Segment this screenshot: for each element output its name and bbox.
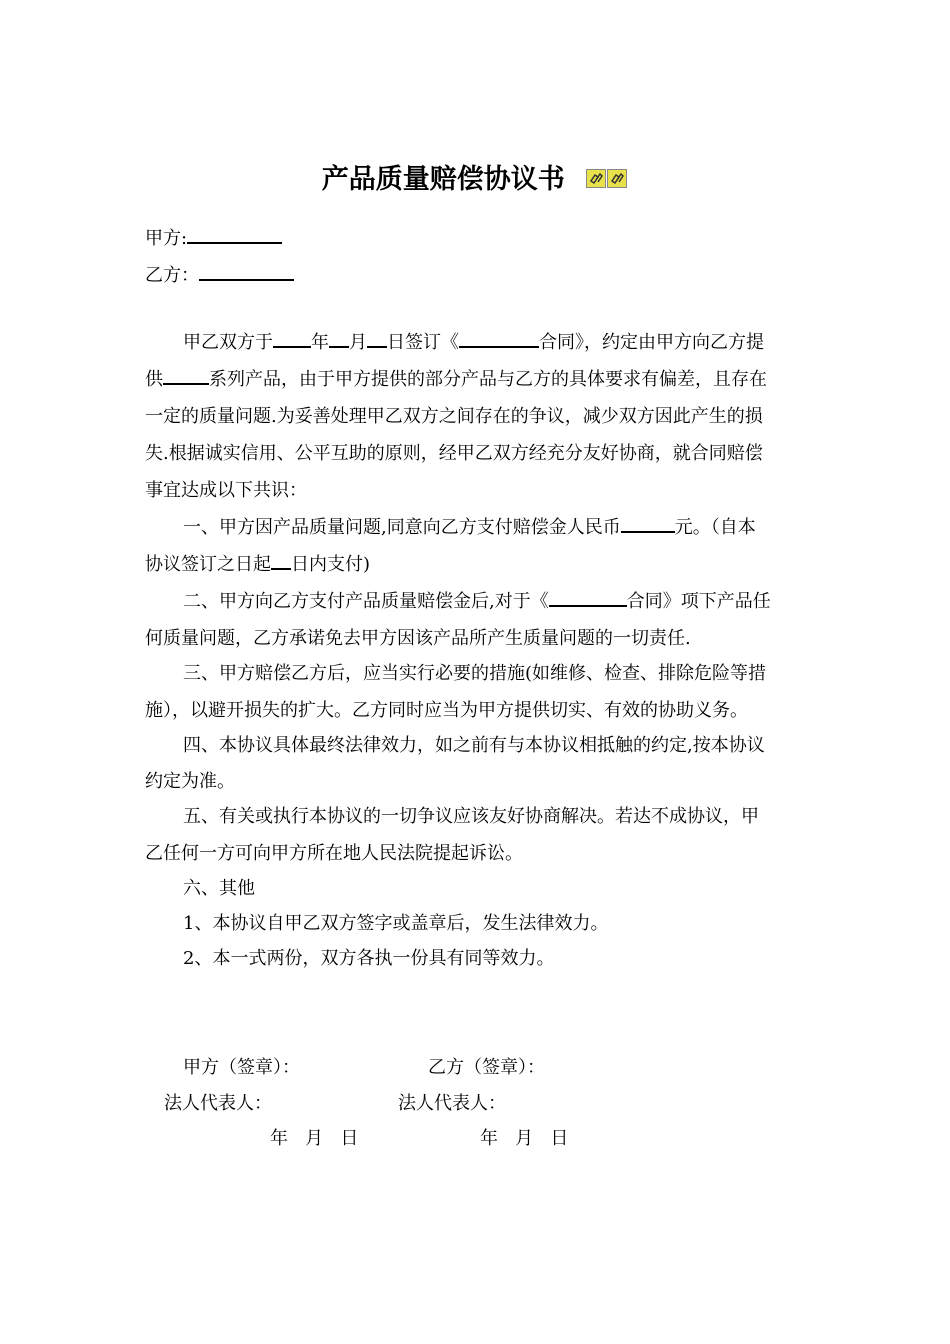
clause-1-line: [145, 509, 843, 546]
month-blank[interactable]: [329, 328, 349, 348]
party-b-signature-label: 乙方（签章）：: [428, 1057, 545, 1078]
year-blank[interactable]: [273, 328, 311, 348]
party-a-date: 年 月 日: [270, 1128, 359, 1149]
body-line: 约定为准。: [145, 771, 235, 792]
body-line: [145, 361, 805, 398]
body-text: 月: [349, 332, 367, 353]
body-text: 日签订《: [387, 332, 459, 353]
body-line: 施），以避开损失的扩大。乙方同时应当为甲方提供切实、有效的协助义务。: [145, 700, 748, 721]
days-blank[interactable]: [271, 550, 291, 570]
body-text: 二、甲方向乙方支付产品质量赔偿金后,对于《: [183, 591, 549, 612]
party-a-legal-rep-label: 法人代表人：: [164, 1093, 272, 1114]
body-line: [145, 324, 843, 361]
body-line: 一定的质量问题.为妥善处理甲乙双方之间存在的争议，减少双方因此产生的损: [145, 406, 763, 427]
link-icon: [586, 169, 606, 188]
amount-blank[interactable]: [621, 513, 675, 533]
contract-name-blank[interactable]: [459, 328, 539, 348]
clause-6-heading: 六、其他: [183, 878, 255, 899]
body-line: 何质量问题，乙方承诺免去甲方因该产品所产生质量问题的一切责任.: [145, 628, 691, 649]
party-a-blank[interactable]: [187, 224, 282, 244]
clause-6-item-1: 1、本协议自甲乙双方签字或盖章后，发生法律效力。: [183, 913, 609, 934]
party-b-blank[interactable]: [199, 261, 294, 281]
body-text: 甲乙双方于: [183, 332, 273, 353]
clause-6-item-2: 2、本一式两份，双方各执一份具有同等效力。: [183, 948, 555, 969]
body-line: [145, 546, 805, 583]
clause-4-line: 四、本协议具体最终法律效力，如之前有与本协议相抵触的约定,按本协议: [183, 735, 765, 756]
party-b-date: 年 月 日: [480, 1128, 569, 1149]
party-b-label: 乙方：: [145, 265, 199, 286]
day-blank[interactable]: [367, 328, 387, 348]
body-text: 系列产品，由于甲方提供的部分产品与乙方的具体要求有偏差，且存在: [209, 369, 767, 390]
clause-5-line: 五、有关或执行本协议的一切争议应该友好协商解决。若达不成协议，甲: [183, 806, 759, 827]
party-a-signature-label: 甲方（签章）：: [183, 1057, 300, 1078]
clause-3-line: 三、甲方赔偿乙方后，应当实行必要的措施(如维修、检查、排除危险等措: [183, 663, 767, 684]
body-text: 日内支付): [291, 554, 371, 575]
clause-2-line: [145, 583, 843, 620]
party-a-label: 甲方:: [145, 228, 188, 249]
body-text: 元。（自本: [674, 517, 756, 538]
body-line: 乙任何一方可向甲方所在地人民法院提起诉讼。: [145, 843, 523, 864]
party-b-line: [145, 261, 294, 287]
document-title-row: [0, 157, 950, 196]
contract-name-blank[interactable]: [549, 587, 627, 607]
title-icons: [586, 162, 628, 193]
link-icon: [607, 169, 627, 188]
body-text: 协议签订之日起: [145, 554, 271, 575]
product-series-blank[interactable]: [163, 365, 209, 385]
body-line: 失.根据诚实信用、公平互助的原则，经甲乙双方经充分友好协商，就合同赔偿: [145, 443, 763, 464]
body-text: 一、甲方因产品质量问题,同意向乙方支付赔偿金人民币: [183, 517, 621, 538]
body-text: 供: [145, 369, 163, 390]
body-text: 合同》项下产品任: [626, 591, 771, 612]
body-line: 事宜达成以下共识：: [145, 480, 307, 501]
party-a-line: [145, 224, 282, 250]
document-title: 产品质量赔偿协议书: [321, 164, 565, 195]
body-text: 合同》，约定由甲方向乙方提: [539, 332, 764, 353]
party-b-legal-rep-label: 法人代表人：: [398, 1093, 506, 1114]
body-text: 年: [311, 332, 329, 353]
